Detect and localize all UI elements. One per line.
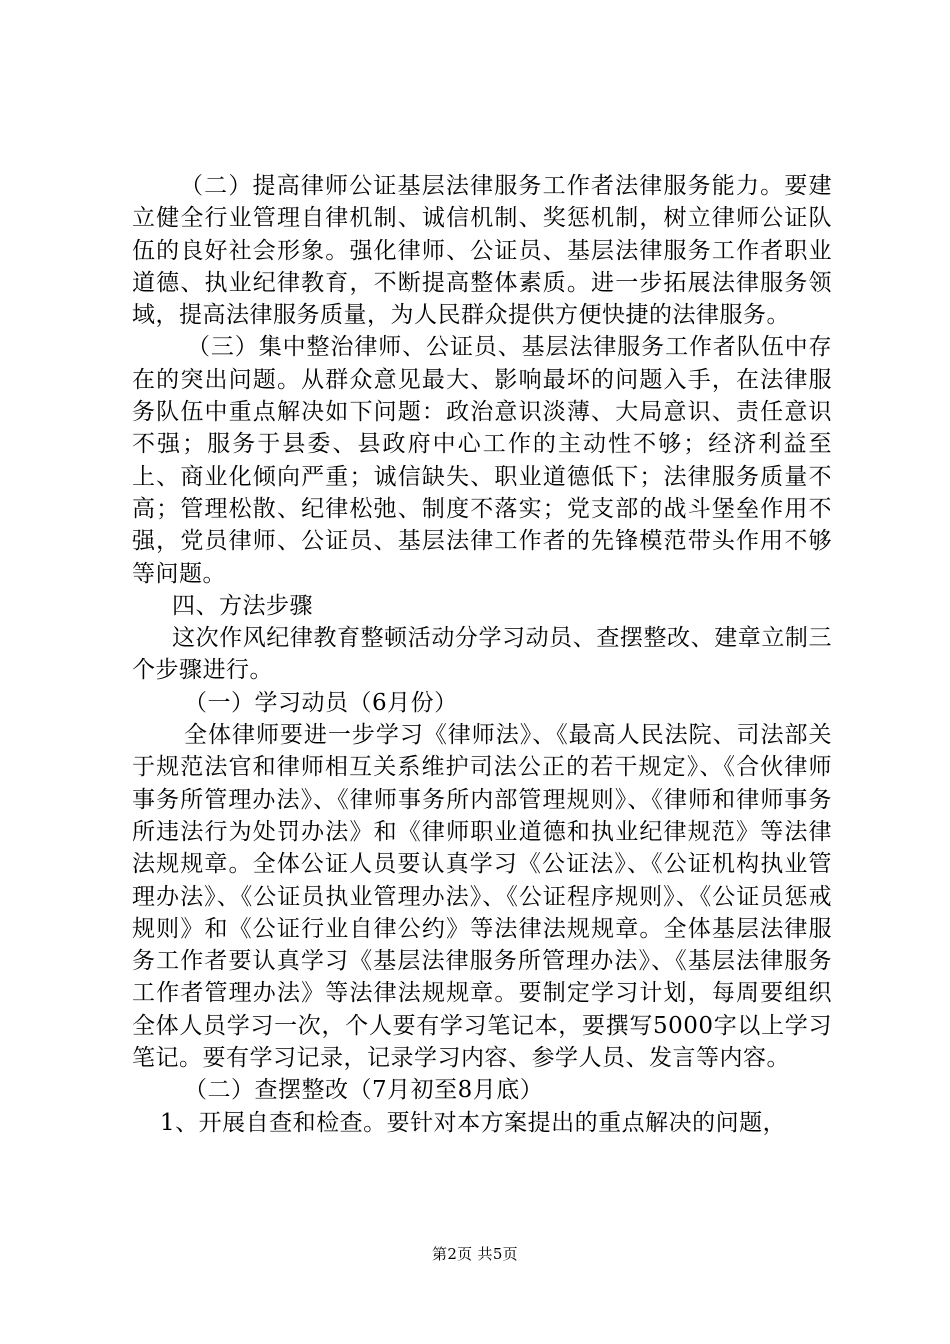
- paragraph-study-requirements: 全体律师要进一步学习《律师法》、《最高人民法院、司法部关于规范法官和律师相互关系维护司法公正的若干规定》、《合伙律师事务所管理办法》、《律师事务所内部管理规则》、《律师和律师事务所违法行为处罚办法》和《律师职业道德和执业纪律规范》等法律法规规章。全体公证人员要认真学习《公证法》、《公证机构执业管理办法》、《公证员执业管理办法》、《公证程序规则》、《公证员惩戒规则》和《公证行业自律公约》等法律法规规章。全体基层法律服务工作者要认真学习《基层法律服务所管理办法》、《基层法律服务工作者管理办法》等法律法规规章。要制定学习计划，每周要组织全体人员学习一次，个人要有学习笔记本，要撰写5000字以上学习笔记。要有学习记录，记录学习内容、参学人员、发言等内容。: [132, 722, 832, 1072]
- paragraph-rectify-problems: （三）集中整治律师、公证员、基层法律服务工作者队伍中存在的突出问题。从群众意见最大、影响最坏的问题入手，在法律服务队伍中重点解决如下问题：政治意识淡薄、大局意识、责任意识不强；服务于县委、县政府中心工作的主动性不够；经济利益至上、商业化倾向严重；诚信缺失、职业道德低下；法律服务质量不高；管理松散、纪律松弛、制度不落实；党支部的战斗堡垒作用不强，党员律师、公证员、基层法律工作者的先锋模范带头作用不够等问题。: [132, 334, 832, 587]
- paragraph-improve-service-ability: （二）提高律师公证基层法律服务工作者法律服务能力。要建立健全行业管理自律机制、诚信机制、奖惩机制，树立律师公证队伍的良好社会形象。强化律师、公证员、基层法律服务工作者职业道德、执业纪律教育，不断提高整体素质。进一步拓展法律服务领域，提高法律服务质量，为人民群众提供方便快捷的法律服务。: [132, 173, 832, 329]
- document-body: [132, 170, 832, 1139]
- page-footer: 第2页 共5页: [432, 1245, 518, 1263]
- section-heading-methods-steps: 四、方法步骤: [172, 592, 313, 619]
- paragraph-self-inspection: 1、开展自查和检查。要针对本方案提出的重点解决的问题，: [160, 1109, 787, 1136]
- subheading-review-rectify: （二）查摆整改（7月初至8月底）: [184, 1077, 544, 1104]
- subheading-study-mobilization: （一）学习动员（6月份）: [184, 689, 458, 716]
- paragraph-three-steps: 这次作风纪律教育整顿活动分学习动员、查摆整改、建章立制三个步骤进行。: [132, 625, 832, 684]
